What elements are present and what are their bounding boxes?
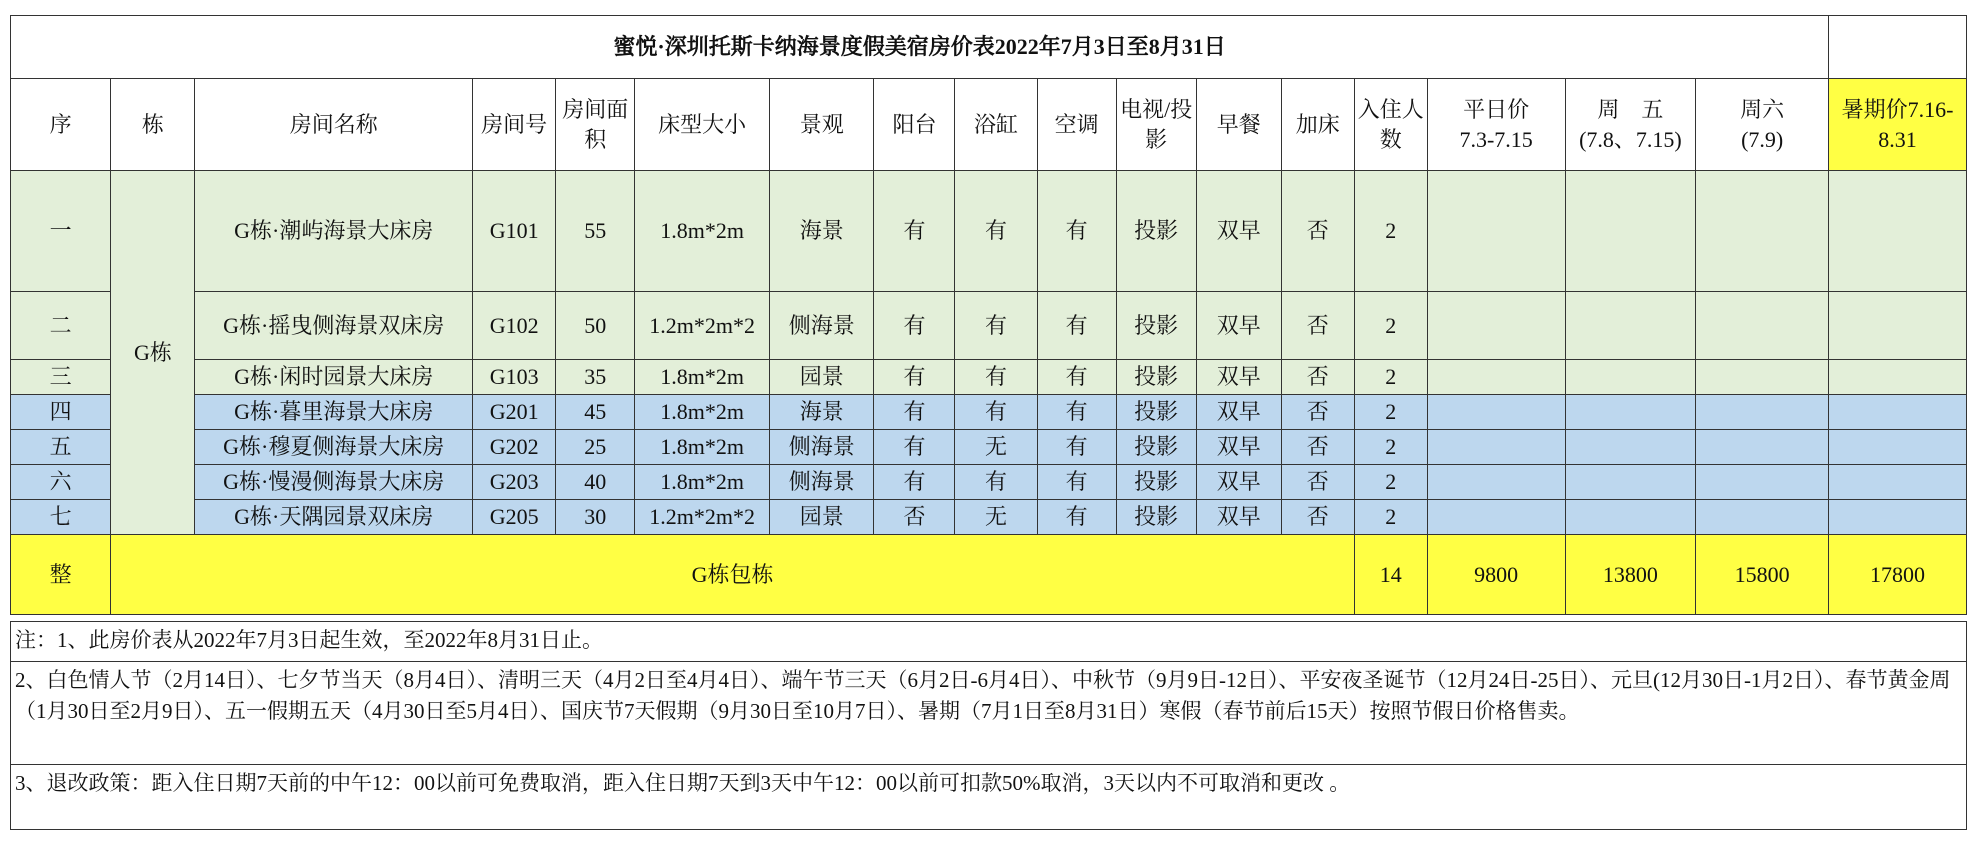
header-summer: 暑期价7.16-8.31 [1829, 79, 1967, 171]
tv-cell: 投影 [1116, 500, 1196, 535]
header-breakfast: 早餐 [1196, 79, 1281, 171]
bed-cell: 1.8m*2m [635, 360, 770, 395]
view-cell: 侧海景 [770, 430, 874, 465]
header-room-name: 房间名称 [195, 79, 473, 171]
header-weekday-range: 7.3-7.15 [1459, 126, 1533, 152]
header-room-no: 房间号 [473, 79, 556, 171]
summer-price-cell [1829, 395, 1967, 430]
table-row [11, 430, 1967, 465]
room-no-cell: G203 [473, 465, 556, 500]
area-cell: 25 [556, 430, 635, 465]
weekday-price-cell [1427, 500, 1565, 535]
view-cell: 海景 [770, 171, 874, 292]
header-balcony: 阳台 [874, 79, 955, 171]
breakfast-cell: 双早 [1196, 171, 1281, 292]
header-ac: 空调 [1037, 79, 1116, 171]
weekday-price-cell [1427, 171, 1565, 292]
view-cell: 园景 [770, 500, 874, 535]
room-name-cell: G栋·慢漫侧海景大床房 [195, 465, 473, 500]
ac-cell: 有 [1037, 465, 1116, 500]
breakfast-cell: 双早 [1196, 465, 1281, 500]
breakfast-cell: 双早 [1196, 500, 1281, 535]
note-1: 注：1、此房价表从2022年7月3日起生效，至2022年8月31日止。 [11, 622, 1967, 662]
header-extra-bed: 加床 [1281, 79, 1354, 171]
weekday-price-cell [1427, 395, 1565, 430]
breakfast-cell: 双早 [1196, 395, 1281, 430]
room-name-cell: G栋·天隅园景双床房 [195, 500, 473, 535]
saturday-price-cell [1696, 430, 1829, 465]
ac-cell: 有 [1037, 500, 1116, 535]
seq-cell: 七 [11, 500, 111, 535]
bathtub-cell: 有 [955, 292, 1037, 360]
occupancy-cell: 2 [1354, 360, 1427, 395]
friday-price-cell [1565, 292, 1696, 360]
weekday-price-cell [1427, 465, 1565, 500]
occupancy-cell: 2 [1354, 465, 1427, 500]
room-name-cell: G栋·暮里海景大床房 [195, 395, 473, 430]
bathtub-cell: 无 [955, 500, 1037, 535]
header-weekday [1427, 79, 1565, 171]
saturday-price-cell [1696, 465, 1829, 500]
breakfast-cell: 双早 [1196, 430, 1281, 465]
summer-price-cell [1829, 292, 1967, 360]
breakfast-cell: 双早 [1196, 292, 1281, 360]
seq-cell: 二 [11, 292, 111, 360]
occupancy-cell: 2 [1354, 500, 1427, 535]
bed-cell: 1.8m*2m [635, 430, 770, 465]
friday-price-cell [1565, 395, 1696, 430]
bed-cell: 1.2m*2m*2 [635, 292, 770, 360]
room-name-cell: G栋·潮屿海景大床房 [195, 171, 473, 292]
area-cell: 30 [556, 500, 635, 535]
balcony-cell: 否 [874, 500, 955, 535]
tv-cell: 投影 [1116, 360, 1196, 395]
header-friday [1565, 79, 1696, 171]
table-row [11, 395, 1967, 430]
header-friday-label: 周 五 [1597, 96, 1664, 122]
extra-bed-cell: 否 [1281, 395, 1354, 430]
friday-price-cell [1565, 171, 1696, 292]
header-occupancy: 入住人数 [1354, 79, 1427, 171]
seq-cell: 三 [11, 360, 111, 395]
saturday-price-cell [1696, 395, 1829, 430]
summer-price-cell [1829, 430, 1967, 465]
seq-cell: 四 [11, 395, 111, 430]
building-cell: G栋 [111, 171, 195, 535]
ac-cell: 有 [1037, 395, 1116, 430]
bathtub-cell: 有 [955, 465, 1037, 500]
total-saturday-price-cell: 15800 [1696, 535, 1829, 615]
room-name-cell: G栋·摇曳侧海景双床房 [195, 292, 473, 360]
room-no-cell: G205 [473, 500, 556, 535]
occupancy-cell: 2 [1354, 395, 1427, 430]
notes-table [10, 621, 1967, 830]
tv-cell: 投影 [1116, 465, 1196, 500]
ac-cell: 有 [1037, 430, 1116, 465]
occupancy-cell: 2 [1354, 171, 1427, 292]
balcony-cell: 有 [874, 430, 955, 465]
area-cell: 50 [556, 292, 635, 360]
total-weekday-price-cell: 9800 [1427, 535, 1565, 615]
area-cell: 40 [556, 465, 635, 500]
seq-cell: 一 [11, 171, 111, 292]
room-no-cell: G201 [473, 395, 556, 430]
total-label-cell: G栋包栋 [111, 535, 1354, 615]
summer-price-cell [1829, 171, 1967, 292]
bathtub-cell: 有 [955, 395, 1037, 430]
header-seq: 序 [11, 79, 111, 171]
header-friday-range: (7.8、7.15) [1579, 126, 1682, 152]
weekday-price-cell [1427, 430, 1565, 465]
ac-cell: 有 [1037, 171, 1116, 292]
total-summer-price-cell: 17800 [1829, 535, 1967, 615]
header-saturday-range: (7.9) [1741, 126, 1784, 152]
total-friday-price-cell: 13800 [1565, 535, 1696, 615]
total-seq-cell: 整 [11, 535, 111, 615]
balcony-cell: 有 [874, 465, 955, 500]
header-saturday-label: 周六 [1740, 96, 1785, 122]
balcony-cell: 有 [874, 171, 955, 292]
friday-price-cell [1565, 360, 1696, 395]
bathtub-cell: 有 [955, 171, 1037, 292]
ac-cell: 有 [1037, 292, 1116, 360]
friday-price-cell [1565, 465, 1696, 500]
breakfast-cell: 双早 [1196, 360, 1281, 395]
header-building: 栋 [111, 79, 195, 171]
weekday-price-cell [1427, 360, 1565, 395]
extra-bed-cell: 否 [1281, 500, 1354, 535]
header-view: 景观 [770, 79, 874, 171]
balcony-cell: 有 [874, 360, 955, 395]
table-row [11, 465, 1967, 500]
bed-cell: 1.8m*2m [635, 465, 770, 500]
note-2: 2、白色情人节（2月14日）、七夕节当天（8月4日）、清明三天（4月2日至4月4日）、端午节三天（6月2日-6月4日）、中秋节（9月9日-12日）、平安夜圣诞节（12月24日-25日）、元旦(12月30日-1月2日）、春节黄金周（1月30日至2月9日）、五一假期五天（4月30日至5月4日）、国庆节7天假期（9月30日至10月7日）、暑期（7月1日至8月31日）寒假（春节前后15天）按照节假日价格售卖。 [11, 662, 1967, 765]
saturday-price-cell [1696, 292, 1829, 360]
header-bathtub: 浴缸 [955, 79, 1037, 171]
area-cell: 35 [556, 360, 635, 395]
header-bed: 床型大小 [635, 79, 770, 171]
summer-price-cell [1829, 465, 1967, 500]
tv-cell: 投影 [1116, 430, 1196, 465]
bed-cell: 1.8m*2m [635, 171, 770, 292]
table-row [11, 171, 1967, 292]
saturday-price-cell [1696, 171, 1829, 292]
summer-price-cell [1829, 500, 1967, 535]
ac-cell: 有 [1037, 360, 1116, 395]
header-area: 房间面积 [556, 79, 635, 171]
tv-cell: 投影 [1116, 171, 1196, 292]
balcony-cell: 有 [874, 395, 955, 430]
bathtub-cell: 有 [955, 360, 1037, 395]
extra-bed-cell: 否 [1281, 430, 1354, 465]
saturday-price-cell [1696, 360, 1829, 395]
saturday-price-cell [1696, 500, 1829, 535]
header-tv: 电视/投影 [1116, 79, 1196, 171]
title-blank-cell [1829, 16, 1967, 79]
bed-cell: 1.8m*2m [635, 395, 770, 430]
extra-bed-cell: 否 [1281, 465, 1354, 500]
total-occupancy-cell: 14 [1354, 535, 1427, 615]
room-name-cell: G栋·穆夏侧海景大床房 [195, 430, 473, 465]
occupancy-cell: 2 [1354, 292, 1427, 360]
bed-cell: 1.2m*2m*2 [635, 500, 770, 535]
table-title: 蜜悦·深圳托斯卡纳海景度假美宿房价表2022年7月3日至8月31日 [11, 16, 1829, 79]
view-cell: 园景 [770, 360, 874, 395]
area-cell: 55 [556, 171, 635, 292]
extra-bed-cell: 否 [1281, 360, 1354, 395]
seq-cell: 五 [11, 430, 111, 465]
view-cell: 侧海景 [770, 292, 874, 360]
table-row [11, 292, 1967, 360]
tv-cell: 投影 [1116, 292, 1196, 360]
friday-price-cell [1565, 500, 1696, 535]
weekday-price-cell [1427, 292, 1565, 360]
friday-price-cell [1565, 430, 1696, 465]
extra-bed-cell: 否 [1281, 171, 1354, 292]
summer-price-cell [1829, 360, 1967, 395]
room-no-cell: G202 [473, 430, 556, 465]
table-row [11, 500, 1967, 535]
occupancy-cell: 2 [1354, 430, 1427, 465]
extra-bed-cell: 否 [1281, 292, 1354, 360]
room-no-cell: G103 [473, 360, 556, 395]
room-no-cell: G102 [473, 292, 556, 360]
seq-cell: 六 [11, 465, 111, 500]
view-cell: 海景 [770, 395, 874, 430]
bathtub-cell: 无 [955, 430, 1037, 465]
price-table [10, 15, 1967, 615]
header-weekday-label: 平日价 [1463, 96, 1530, 122]
room-name-cell: G栋·闲时园景大床房 [195, 360, 473, 395]
area-cell: 45 [556, 395, 635, 430]
room-no-cell: G101 [473, 171, 556, 292]
tv-cell: 投影 [1116, 395, 1196, 430]
note-3: 3、退改政策：距入住日期7天前的中午12：00以前可免费取消，距入住日期7天到3天中午12：00以前可扣款50%取消，3天以内不可取消和更改 。 [11, 765, 1967, 830]
total-row [11, 535, 1967, 615]
balcony-cell: 有 [874, 292, 955, 360]
header-saturday [1696, 79, 1829, 171]
table-row [11, 360, 1967, 395]
view-cell: 侧海景 [770, 465, 874, 500]
